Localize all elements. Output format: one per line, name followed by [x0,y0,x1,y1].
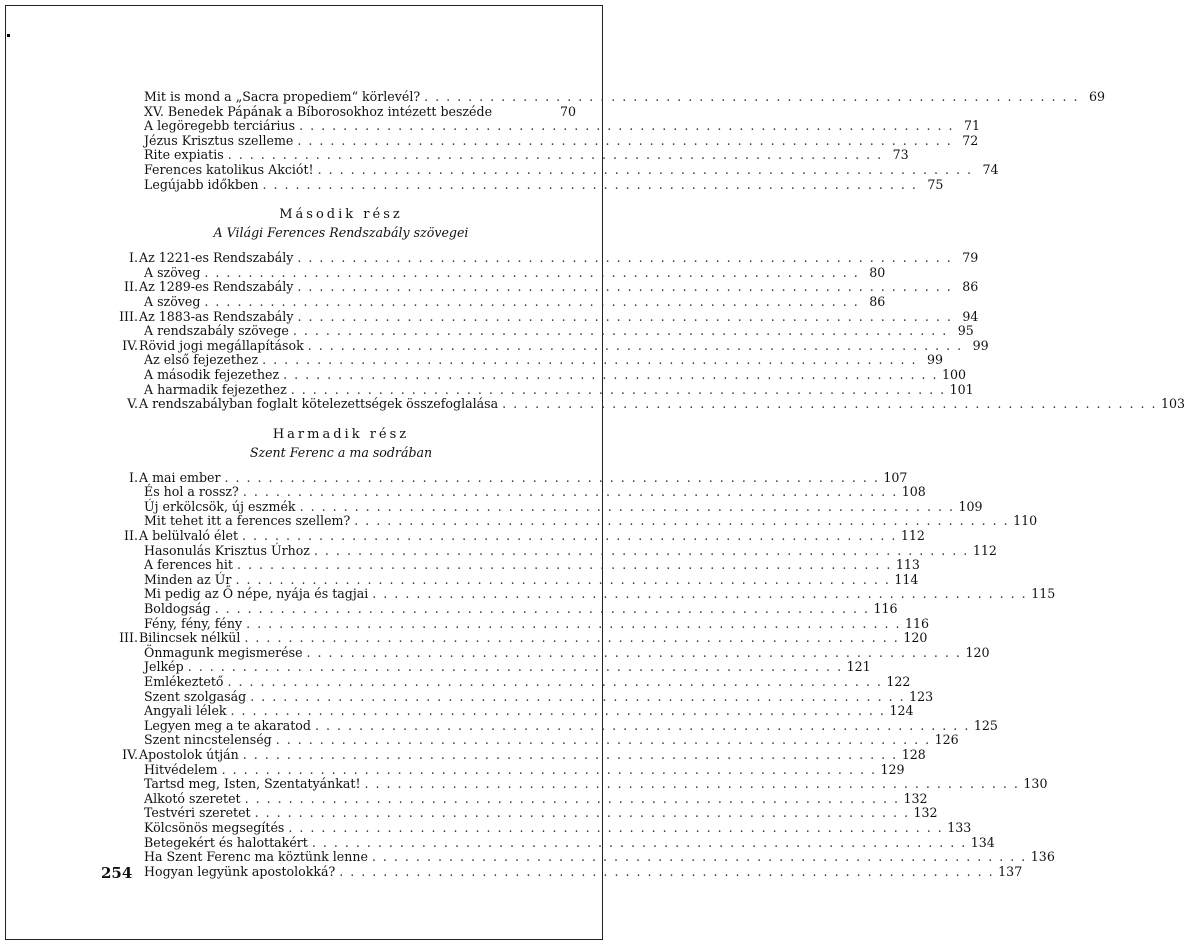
toc-entry-page: 69 [1088,89,1105,104]
dot-leader: . . . . . . . . . . . . . . . . . . . . . . . . . . . . . . . . . . . . . . . . . . . . . . . . . . . . . . . . . . . . [244,790,900,806]
toc-entry-title: Az 1221-es Rendszabály [139,250,294,266]
toc-entry-page: 129 [880,761,905,777]
dot-leader: . . . . . . . . . . . . . . . . . . . . . . . . . . . . . . . . . . . . . . . . . . . . . . . . . . . . . . . . . . . . [364,776,1020,792]
dot-leader: . . . . . . . . . . . . . . . . . . . . . . . . . . . . . . . . . . . . . . . . . . . . . . . . . . . . . . . . . . . . [236,557,892,573]
dot-leader: . . . . . . . . . . . . . . . . . . . . . . . . . . . . . . . . . . . . . . . . . . . . . . . . . . . . . . . . . . . . [246,615,901,631]
toc-entry [106,746,926,763]
dot-leader: . . . . . . . . . . . . . . . . . . . . . . . . . . . . . . . . . . . . . . . . . . . . . . . . . . . . . . . . . . . . [307,337,963,353]
toc-entry-title: Mit tehet itt a ferences szellem? [144,513,351,529]
dot-leader: . . . . . . . . . . . . . . . . . . . . . . . . . . . . . . . . . . . . . . . . . . . . . . . . . . . . . . . . . . . . [242,746,898,762]
dot-leader: . . . . . . . . . . . . . . . . . . . . . . . . . . . . . . . . . . . . . . . . . . . . . . . . . . . . . . . . . . . . [227,674,883,689]
part2-heading: Második rész [279,207,403,223]
toc-entry-title: A rendszabályban foglalt kötelezettségek összefoglalása [139,396,499,412]
dot-leader: . . . . . . . . . . . . . . . . . . . . . . . . . . . . . . . . . . . . . . . . . . . . . . . . . . . . . . . . . . . . [297,279,953,295]
toc-entry-title: Legyen meg a te akaratod [144,717,311,733]
toc-entry-title: A harmadik fejezethez [144,381,287,397]
dot-leader: . . . . . . . . . . . . . . . . . . . . . . . . . . . . . . . . . . . . . . . . . . . . . . . . . . . . . . . . . . . . [314,717,970,733]
toc-entry-title: Ferences katolikus Akciót! [144,161,314,177]
toc-entry-title: Önmagunk megismerése [144,644,303,660]
toc-entry [106,834,995,851]
toc-entry-title: Hasonulás Krisztus Úrhoz [144,542,310,558]
dot-leader: . . . . . . . . . . . . . . . . . . . . . . . . . . . . . . . . . . . . . . . . . . . . . . . . . . . . . . . . . . . . [290,381,946,397]
toc-entry [106,790,928,807]
toc-entry-page: 94 [962,308,979,324]
toc-entry [106,250,979,266]
toc-entry-title: Minden az Úr [144,571,232,587]
toc-entry-page: 112 [972,542,997,558]
dot-leader: . . . . . . . . . . . . . . . . . . . . . . . . . . . . . . . . . . . . . . . . . . . . . . . . . . . . . . . . . . . . [204,293,860,309]
toc-entry-title: Mit is mond a „Sacra propediem“ körlevél? [144,89,421,104]
toc-entry [106,308,979,325]
intro-entries [106,89,1105,192]
toc-entry-page: 86 [962,279,979,295]
toc-entry-page: 74 [982,161,999,177]
toc-entry-page: 101 [949,381,974,397]
toc-entry-title: Szent nincstelenség [144,732,272,748]
toc-entry [106,703,914,719]
toc-entry [106,805,938,821]
dot-leader: . . . . . . . . . . . . . . . . . . . . . . . . . . . . . . . . . . . . . . . . . . . . . . . . . . . . . . . . . . . . [306,644,962,660]
toc-entry [106,615,930,632]
part3-subtitle: Szent Ferenc a ma sodrában [249,444,433,460]
toc-entry [106,118,980,134]
toc-entry-title: Rövid jogi megállapítások [139,337,304,353]
toc-entry-page: 110 [1013,513,1038,529]
toc-entry-title: Ha Szent Ferenc ma köztünk lenne [144,849,368,865]
dot-leader: . . . . . . . . . . . . . . . . . . . . . . . . . . . . . . . . . . . . . . . . . . . . . . . . . . . . . . . . . . . . [250,688,906,704]
dot-leader: . . . . . . . . . . . . . . . . . . . . . . . . . . . . . . . . . . . . . . . . . . . . . . . . . . . . . . . . . . . . [317,161,973,177]
toc-entry-number: III. [119,308,138,324]
dot-leader: . . . . . . . . . . . . . . . . . . . . . . . . . . . . . . . . . . . . . . . . . . . . . . . . . . . . . . . . . . . . [372,586,1028,602]
toc-entry [106,732,959,748]
toc-entry [106,586,1056,602]
toc-entry-page: 116 [873,601,898,617]
dot-leader: . . . . . . . . . . . . . . . . . . . . . . . . . . . . . . . . . . . . . . . . . . . . . . . . . . . . . . . . . . . . [242,528,897,544]
toc-entry-page: 107 [883,469,908,485]
toc-entry [106,498,983,515]
dot-leader: . . . . . . . . . . . . . . . . . . . . . . . . . . . . . . . . . . . . . . . . . . . . . . . . . . . . . . . . . . . . [262,176,918,192]
toc-entry [106,819,972,836]
dot-leader: . . . . . . . . . . . . . . . . . . . . . . . . . . . . . . . . . . . . . . . . . . . . . . . . . . . . . . . . . . . . [371,849,1027,865]
dot-leader: . . . . . . . . . . . . . . . . . . . . . . . . . . . . . . . . . . . . . . . . . . . . . . . . . . . . . . . . . . . . [283,366,939,382]
toc-entry-page: 70 [559,103,576,119]
toc-entry [106,761,905,778]
toc-entry-page: 133 [947,819,972,835]
toc-entry [106,557,920,573]
dot-leader: . . . . . . . . . . . . . . . . . . . . . . . . . . . . . . . . . . . . . . . . . . . . . . . . . . . . . . . . . . . . [204,264,860,280]
toc-entry-title: Új erkölcsök, új eszmék [144,498,296,514]
toc-entry-page: 130 [1023,776,1048,792]
toc-entry [106,105,576,120]
dot-leader: . . . . . . . . . . . . . . . . . . . . . . . . . . . . . . . . . . . . . . . . . . . . . . . . . . . . . . . . . . . . [262,352,917,368]
dot-leader: . . . . . . . . . . . . . . . . . . . . . . . . . . . . . . . . . . . . . . . . . . . . . . . . . . . . . . . . . . . . [297,132,953,148]
toc-entry [106,849,1055,865]
toc-entry-number: IV. [122,746,138,762]
toc-entry-page: 99 [972,337,989,353]
toc-entry-page: 123 [909,688,934,704]
toc-entry [106,776,1048,792]
part3-entries [106,469,1056,880]
dot-leader: . . . . . . . . . . . . . . . . . . . . . . . . . . . . . . . . . . . . . . . . . . . . . . . . . . . . . . . . . . . . [275,732,931,748]
toc-entry-number: IV. [122,337,138,353]
toc-entry-page: 126 [934,732,959,748]
dot-leader: . . . . . . . . . . . . . . . . . . . . . . . . . . . . . . . . . . . . . . . . . . . . . . . . . . . . . . . . . . . . [297,308,953,324]
toc-entry-title: Jézus Krisztus szelleme [144,132,294,148]
toc-entry [106,396,1185,412]
toc-entry-page: 99 [926,352,943,368]
toc-entry-page: 125 [973,717,998,733]
toc-entry-title: XV. Benedek Pápának a Bíborosokhoz intézett beszéde [144,103,493,119]
toc-entry-page: 108 [901,484,926,500]
toc-entry-title: A második fejezethez [144,366,280,382]
toc-entry-page: 71 [963,118,980,134]
toc-entry-page: 79 [962,250,979,266]
toc-entry-title: Hogyan legyünk apostolokká? [144,863,336,879]
toc-entry-number: II. [124,279,138,295]
toc-entry-title: A belülvaló élet [139,528,239,544]
toc-entry-page: 109 [958,498,983,514]
toc-entry-title: Tartsd meg, Isten, Szentatyánkat! [144,776,361,792]
table-of-contents [106,89,1185,879]
dot-leader: . . . . . . . . . . . . . . . . . . . . . . . . . . . . . . . . . . . . . . . . . . . . . . . . . . . . . . . . . . . . [242,484,898,500]
toc-entry [106,863,1023,880]
toc-entry [106,644,990,661]
toc-entry-page: 128 [901,746,926,762]
toc-entry-title: A legöregebb terciárius [144,118,296,134]
part2-entries [106,250,1185,412]
toc-entry-page: 120 [965,644,990,660]
toc-entry-number: I. [129,250,138,266]
toc-entry-page: 95 [957,323,974,339]
toc-entry [106,513,1038,529]
part3-heading: Harmadik rész [272,426,410,442]
toc-entry [106,717,998,734]
toc-entry-title: Mi pedig az Ő népe, nyája és tagjai [144,586,369,602]
part2-subtitle: A Világi Ferences Rendszabály szövegei [213,225,469,241]
toc-entry-number: III. [119,630,138,646]
toc-entry-page: 72 [962,132,979,148]
toc-entry [106,147,909,163]
toc-entry [106,542,997,559]
toc-entry-page: 73 [892,147,909,163]
dot-leader: . . . . . . . . . . . . . . . . . . . . . . . . . . . . . . . . . . . . . . . . . . . . . . . . . . . . . . . . . . . . [424,89,1079,104]
toc-entry-title: Angyali lélek [144,703,227,719]
dot-leader: . . . . . . . . . . . . . . . . . . . . . . . . . . . . . . . . . . . . . . . . . . . . . . . . . . . . . . . . . . . . [235,571,891,587]
dot-leader: . . . . . . . . . . . . . . . . . . . . . . . . . . . . . . . . . . . . . . . . . . . . . . . . . . . . . . . . . . . . [214,601,870,617]
toc-entry-page: 86 [869,293,886,309]
dot-leader: . . . . . . . . . . . . . . . . . . . . . . . . . . . . . . . . . . . . . . . . . . . . . . . . . . . . . . . . . . . . [313,542,969,558]
toc-entry-title: Hitvédelem [144,761,218,777]
toc-entry-title: És hol a rossz? [144,484,239,500]
toc-entry [106,528,925,544]
toc-entry [106,659,871,675]
dot-leader: . . . . . . . . . . . . . . . . . . . . . . . . . . . . . . . . . . . . . . . . . . . . . . . . . . . . . . . . . . . . [227,147,883,163]
toc-entry-page: 112 [900,528,925,544]
toc-entry-number: V. [127,396,138,412]
dot-leader: . . . . . . . . . . . . . . . . . . . . . . . . . . . . . . . . . . . . . . . . . . . . . . . . . . . . . . . . . . . . [339,863,995,879]
toc-entry-title: Az 1883-as Rendszabály [139,308,294,324]
toc-entry-page: 75 [927,176,944,192]
book-page [5,5,1185,940]
toc-entry [106,469,908,486]
toc-entry [106,601,898,617]
toc-entry-title: Az első fejezethez [144,352,259,368]
toc-entry [106,293,886,310]
toc-entry-title: Betegekért és halottakért [144,834,308,850]
dot-leader: . . . . . . . . . . . . . . . . . . . . . . . . . . . . . . . . . . . . . . . . . . . . . . . . . . . . . . . . . . . . [297,250,953,266]
toc-entry-title: Testvéri szeretet [144,805,251,821]
dot-leader: . . . . . . . . . . . . . . . . . . . . . . . . . . . . . . . . . . . . . . . . . . . . . . . . . . . . . . . . . . . . [230,703,886,719]
toc-entry-title: A szöveg [144,264,201,280]
dot-leader: . . . . . . . . . . . . . . . . . . . . . . . . . . . . . . . . . . . . . . . . . . . . . . . . . . . . . . . . . . . . [187,659,843,675]
dot-leader: . . . . . . . . . . . . . . . . . . . . . . . . . . . . . . . . . . . . . . . . . . . . . . . . . . . . . . . . . . . . [299,498,955,514]
toc-entry [106,688,934,705]
toc-entry [106,337,989,354]
toc-entry-page: 132 [903,790,928,806]
toc-entry-title: A rendszabály szövege [144,323,289,339]
toc-entry [106,176,944,193]
toc-entry-number: II. [124,528,138,544]
toc-entry-title: Rite expiatis [144,147,224,163]
toc-entry [106,264,886,281]
scan-mark [7,34,10,37]
toc-entry [106,381,974,398]
dot-leader: . . . . . . . . . . . . . . . . . . . . . . . . . . . . . . . . . . . . . . . . . . . . . . . . . . . . . . . . . . . . [288,819,944,835]
toc-entry-title: Az 1289-es Rendszabály [139,279,294,295]
toc-entry-page: 121 [846,659,871,675]
toc-entry-page: 103 [1161,396,1185,412]
toc-entry [106,484,926,500]
dot-leader: . . . . . . . . . . . . . . . . . . . . . . . . . . . . . . . . . . . . . . . . . . . . . . . . . . . . . . . . . . . . [254,805,910,821]
toc-entry-title: Jelkép [144,659,184,675]
toc-entry-title: Alkotó szeretet [144,790,241,806]
dot-leader: . . . . . . . . . . . . . . . . . . . . . . . . . . . . . . . . . . . . . . . . . . . . . . . . . . . . . . . . . . . . [354,513,1010,529]
toc-entry-page: 134 [970,834,995,850]
toc-entry-title: Legújabb időkben [144,176,259,192]
toc-entry-page: 136 [1030,849,1055,865]
toc-entry-page: 115 [1031,586,1056,602]
toc-entry-page: 80 [869,264,886,280]
toc-entry-page: 120 [903,630,928,646]
toc-entry [106,323,974,339]
toc-entry [106,89,1105,105]
toc-entry [106,630,928,646]
toc-entry [106,674,911,690]
toc-entry-title: Boldogság [144,601,211,617]
toc-entry-page: 137 [998,863,1023,879]
toc-entry-page: 132 [913,805,938,821]
dot-leader: . . . . . . . . . . . . . . . . . . . . . . . . . . . . . . . . . . . . . . . . . . . . . . . . . . . . . . . . . . . . [502,396,1157,412]
toc-entry-title: Kölcsönös megsegítés [144,819,285,835]
toc-entry-page: 113 [895,557,920,573]
dot-leader: . . . . . . . . . . . . . . . . . . . . . . . . . . . . . . . . . . . . . . . . . . . . . . . . . . . . . . . . . . . . [299,118,954,134]
toc-entry-title: A ferences hit [144,557,233,573]
toc-entry-title: Bilincsek nélkül [139,630,241,646]
dot-leader: . . . . . . . . . . . . . . . . . . . . . . . . . . . . . . . . . . . . . . . . . . . . . . . . . . . . . . . . . . . . [221,761,877,777]
toc-entry-title: A szöveg [144,293,201,309]
toc-entry [106,132,979,149]
toc-entry-page: 116 [904,615,930,631]
toc-entry [106,352,943,368]
toc-entry-title: Fény, fény, fény [144,615,243,631]
dot-leader: . . . . . . . . . . . . . . . . . . . . . . . . . . . . . . . . . . . . . . . . . . . . . . . . . . . . . . . . . . . . [224,469,880,485]
dot-leader: . . . . . . . . . . . . . . . . . . . . . . . . . . . . . . . . . . . . . . . . . . . . . . . . . . . . . . . . . . . . [244,630,900,646]
toc-entry-page: 124 [889,703,914,719]
toc-entry [106,366,967,383]
toc-entry-number: I. [129,469,138,485]
dot-leader: . . . . . . . . . . . . . . . . . . . . . . . . . . . . . . . . . . . . . . . . . . . . . . . . . . . . . . . . . . . . [311,834,967,850]
toc-entry-title: Emlékeztető [144,674,224,689]
toc-entry [106,279,979,295]
toc-entry-title: Szent szolgaság [144,688,247,704]
toc-entry [106,161,999,178]
page-number: 254 [101,864,133,882]
toc-entry-page: 100 [942,366,967,382]
toc-entry-title: A mai ember [139,469,221,485]
toc-entry-title: Apostolok útján [139,746,239,762]
dot-leader: . . . . . . . . . . . . . . . . . . . . . . . . . . . . . . . . . . . . . . . . . . . . . . . . . . . . . . . . . . . . [292,323,948,339]
toc-entry-page: 122 [886,674,911,689]
toc-entry-page: 114 [894,571,919,587]
